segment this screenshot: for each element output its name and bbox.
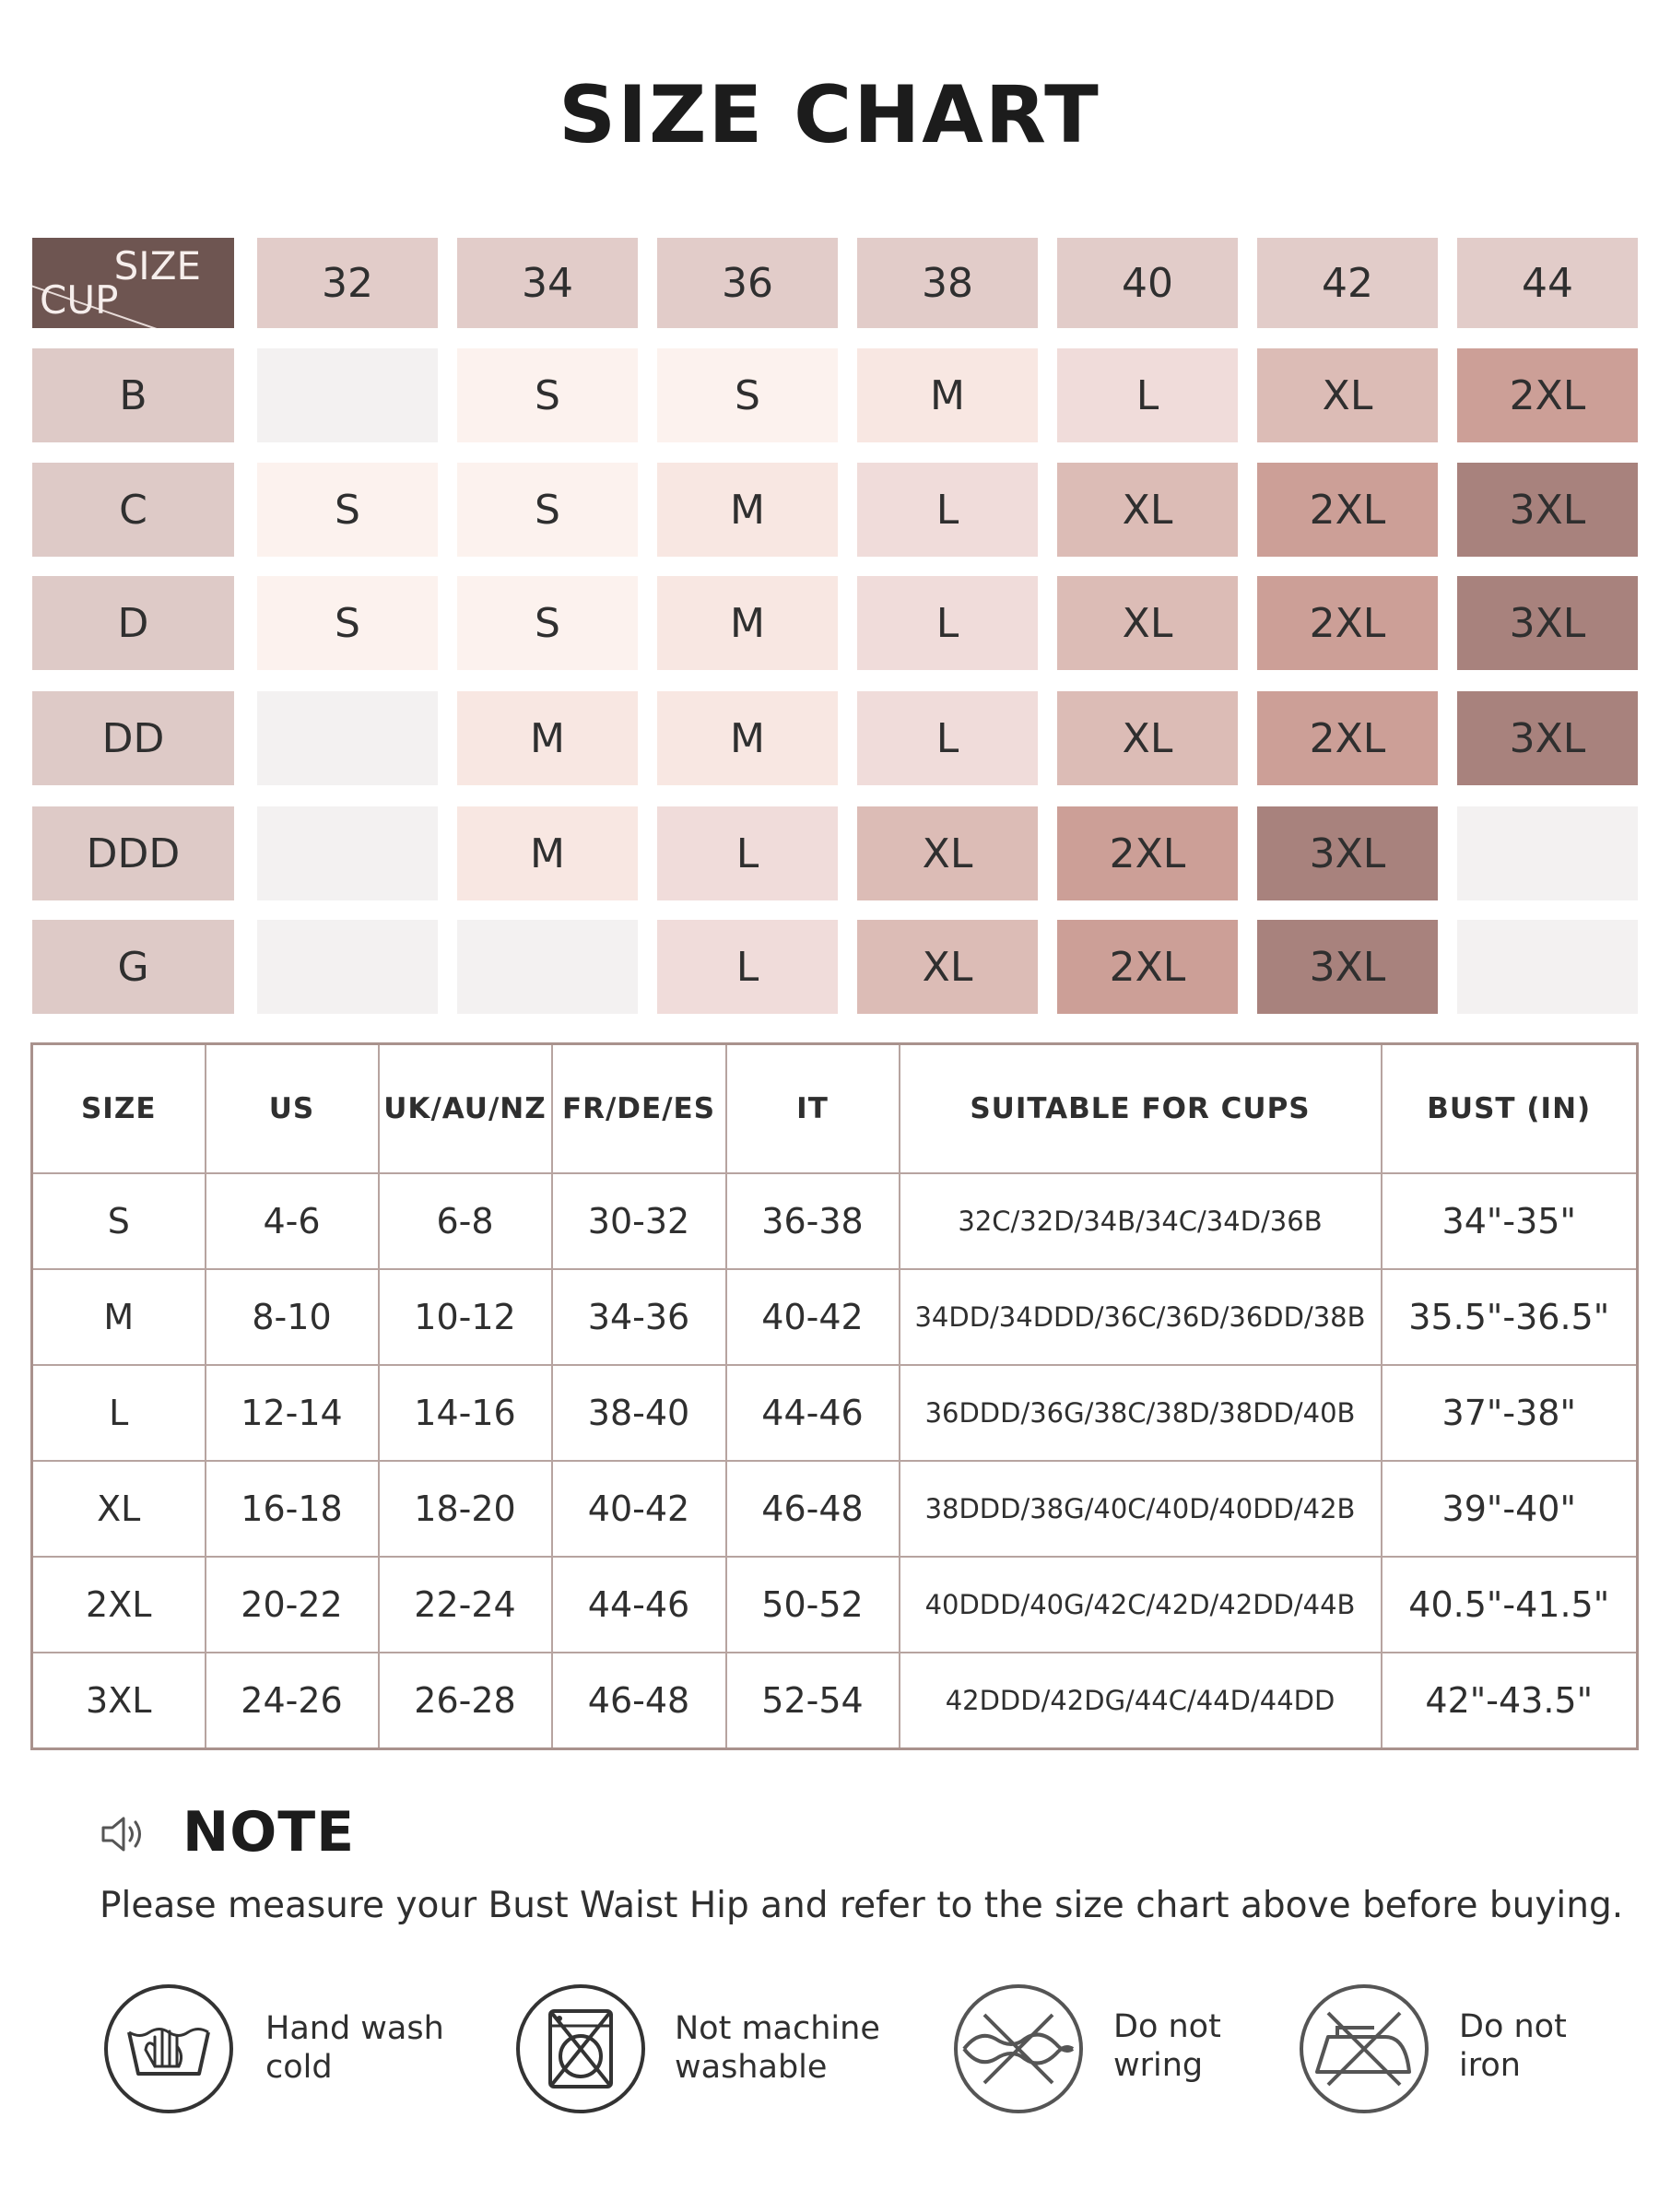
care-label-no-iron: [1459, 2007, 1659, 2085]
cell-uk: 26-28: [379, 1653, 552, 1749]
care-label-line: Do not: [1459, 2008, 1567, 2045]
cell-cups: 38DDD/38G/40C/40D/40DD/42B: [900, 1461, 1382, 1557]
size-cell: M: [457, 806, 638, 900]
size-cell: 2XL: [1457, 348, 1638, 442]
cell-cups: 36DDD/36G/38C/38D/38DD/40B: [900, 1365, 1382, 1461]
cell-cups: 32C/32D/34B/34C/34D/36B: [900, 1173, 1382, 1269]
cell-us: 20-22: [206, 1557, 379, 1653]
note-text: Please measure your Bust Waist Hip and refer to the size chart above before buying.: [100, 1885, 1624, 1926]
size-cell: M: [657, 576, 838, 670]
band-header-36: 36: [657, 238, 838, 328]
no-iron-icon: [1297, 1982, 1431, 2116]
cell-it: 50-52: [726, 1557, 900, 1653]
col-header-size: SIZE: [32, 1044, 206, 1174]
care-label-line: Do not: [1113, 2008, 1221, 2045]
table-row: [32, 1461, 1638, 1557]
cell-uk: 6-8: [379, 1173, 552, 1269]
care-label-line: Hand wash: [265, 2010, 444, 2047]
size-cell: XL: [1057, 576, 1238, 670]
cell-us: 16-18: [206, 1461, 379, 1557]
cell-uk: 22-24: [379, 1557, 552, 1653]
col-header-cups: SUITABLE FOR CUPS: [900, 1044, 1382, 1174]
size-cell: S: [457, 576, 638, 670]
size-cell: M: [657, 463, 838, 557]
empty-cell: [457, 920, 638, 1014]
cell-bust: 35.5"-36.5": [1382, 1269, 1638, 1365]
cell-it: 40-42: [726, 1269, 900, 1365]
empty-cell: [1457, 806, 1638, 900]
cell-size: S: [32, 1173, 206, 1269]
size-cell: 3XL: [1457, 576, 1638, 670]
band-header-40: 40: [1057, 238, 1238, 328]
cup-header-d: D: [32, 576, 234, 670]
cell-fr: 44-46: [552, 1557, 726, 1653]
cell-uk: 18-20: [379, 1461, 552, 1557]
size-cell: XL: [1057, 691, 1238, 785]
size-cell: M: [857, 348, 1038, 442]
cup-header-b: B: [32, 348, 234, 442]
size-cell: XL: [857, 920, 1038, 1014]
corner-cup-label: CUP: [40, 277, 119, 323]
cell-bust: 37"-38": [1382, 1365, 1638, 1461]
speaker-icon: [100, 1814, 147, 1854]
size-cell: S: [257, 463, 438, 557]
care-label-line: washable: [675, 2049, 828, 2086]
note-title: NOTE: [182, 1800, 356, 1865]
table-row: [32, 1269, 1638, 1365]
cell-cups: 34DD/34DDD/36C/36D/36DD/38B: [900, 1269, 1382, 1365]
col-header-it: IT: [726, 1044, 900, 1174]
cell-uk: 14-16: [379, 1365, 552, 1461]
size-cell: 2XL: [1257, 691, 1438, 785]
cell-bust: 42"-43.5": [1382, 1653, 1638, 1749]
col-header-fr: FR/DE/ES: [552, 1044, 726, 1174]
empty-cell: [257, 920, 438, 1014]
band-header-38: 38: [857, 238, 1038, 328]
size-cell: L: [657, 806, 838, 900]
cell-bust: 40.5"-41.5": [1382, 1557, 1638, 1653]
size-cell: 3XL: [1257, 920, 1438, 1014]
cell-uk: 10-12: [379, 1269, 552, 1365]
cell-cups: 40DDD/40G/42C/42D/42DD/44B: [900, 1557, 1382, 1653]
cell-size: 3XL: [32, 1653, 206, 1749]
size-cell: L: [857, 576, 1038, 670]
cell-size: M: [32, 1269, 206, 1365]
size-cell: 3XL: [1457, 463, 1638, 557]
cell-bust: 34"-35": [1382, 1173, 1638, 1269]
cup-header-g: G: [32, 920, 234, 1014]
size-cell: L: [857, 463, 1038, 557]
cell-fr: 38-40: [552, 1365, 726, 1461]
cell-us: 12-14: [206, 1365, 379, 1461]
size-cell: L: [857, 691, 1038, 785]
size-cell: XL: [1057, 463, 1238, 557]
cup-header-ddd: DDD: [32, 806, 234, 900]
col-header-uk: UK/AU/NZ: [379, 1044, 552, 1174]
cell-fr: 40-42: [552, 1461, 726, 1557]
cell-it: 36-38: [726, 1173, 900, 1269]
table-row: [32, 1653, 1638, 1749]
size-cell: XL: [857, 806, 1038, 900]
size-cell: 3XL: [1257, 806, 1438, 900]
empty-cell: [257, 806, 438, 900]
cell-fr: 46-48: [552, 1653, 726, 1749]
page-title: SIZE CHART: [559, 69, 1100, 161]
size-cell: L: [1057, 348, 1238, 442]
size-cell: M: [457, 691, 638, 785]
col-header-bust: BUST (IN): [1382, 1044, 1638, 1174]
size-cell: 3XL: [1457, 691, 1638, 785]
cell-size: 2XL: [32, 1557, 206, 1653]
care-label-line: wring: [1113, 2047, 1204, 2084]
size-cell: S: [657, 348, 838, 442]
care-label-hand-wash: [265, 2009, 477, 2087]
hand-wash-icon: [101, 1982, 236, 2116]
band-header-32: 32: [257, 238, 438, 328]
cell-it: 52-54: [726, 1653, 900, 1749]
table-row: [32, 1173, 1638, 1269]
size-cell: M: [657, 691, 838, 785]
care-label-line: cold: [265, 2049, 333, 2086]
size-cell: 2XL: [1257, 463, 1438, 557]
size-cell: S: [457, 463, 638, 557]
size-cell: 2XL: [1057, 920, 1238, 1014]
cell-size: L: [32, 1365, 206, 1461]
cell-us: 8-10: [206, 1269, 379, 1365]
size-cell: S: [457, 348, 638, 442]
size-cell: L: [657, 920, 838, 1014]
empty-cell: [257, 691, 438, 785]
cell-cups: 42DDD/42DG/44C/44D/44DD: [900, 1653, 1382, 1749]
corner-size-label: SIZE: [113, 243, 201, 288]
care-label-no-wring: [1113, 2007, 1325, 2085]
care-label-line: iron: [1459, 2047, 1521, 2084]
size-cell: 2XL: [1257, 576, 1438, 670]
table-row: [32, 1557, 1638, 1653]
size-cell: XL: [1257, 348, 1438, 442]
cell-fr: 34-36: [552, 1269, 726, 1365]
cup-header-c: C: [32, 463, 234, 557]
size-conversion-table: [30, 1042, 1639, 1750]
cell-us: 4-6: [206, 1173, 379, 1269]
cell-size: XL: [32, 1461, 206, 1557]
empty-cell: [257, 348, 438, 442]
size-cell: S: [257, 576, 438, 670]
table-header-row: [32, 1044, 1638, 1174]
size-cell: 2XL: [1057, 806, 1238, 900]
band-header-34: 34: [457, 238, 638, 328]
care-label-no-machine-wash: [675, 2009, 887, 2087]
care-label-line: Not machine: [675, 2010, 880, 2047]
empty-cell: [1457, 920, 1638, 1014]
cell-fr: 30-32: [552, 1173, 726, 1269]
cell-it: 46-48: [726, 1461, 900, 1557]
cup-header-dd: DD: [32, 691, 234, 785]
col-header-us: US: [206, 1044, 379, 1174]
no-machine-wash-icon: [513, 1982, 648, 2116]
grid-corner: [32, 238, 234, 328]
table-row: [32, 1365, 1638, 1461]
cell-it: 44-46: [726, 1365, 900, 1461]
band-header-44: 44: [1457, 238, 1638, 328]
cell-bust: 39"-40": [1382, 1461, 1638, 1557]
band-header-42: 42: [1257, 238, 1438, 328]
cell-us: 24-26: [206, 1653, 379, 1749]
no-wring-icon: [951, 1982, 1086, 2116]
